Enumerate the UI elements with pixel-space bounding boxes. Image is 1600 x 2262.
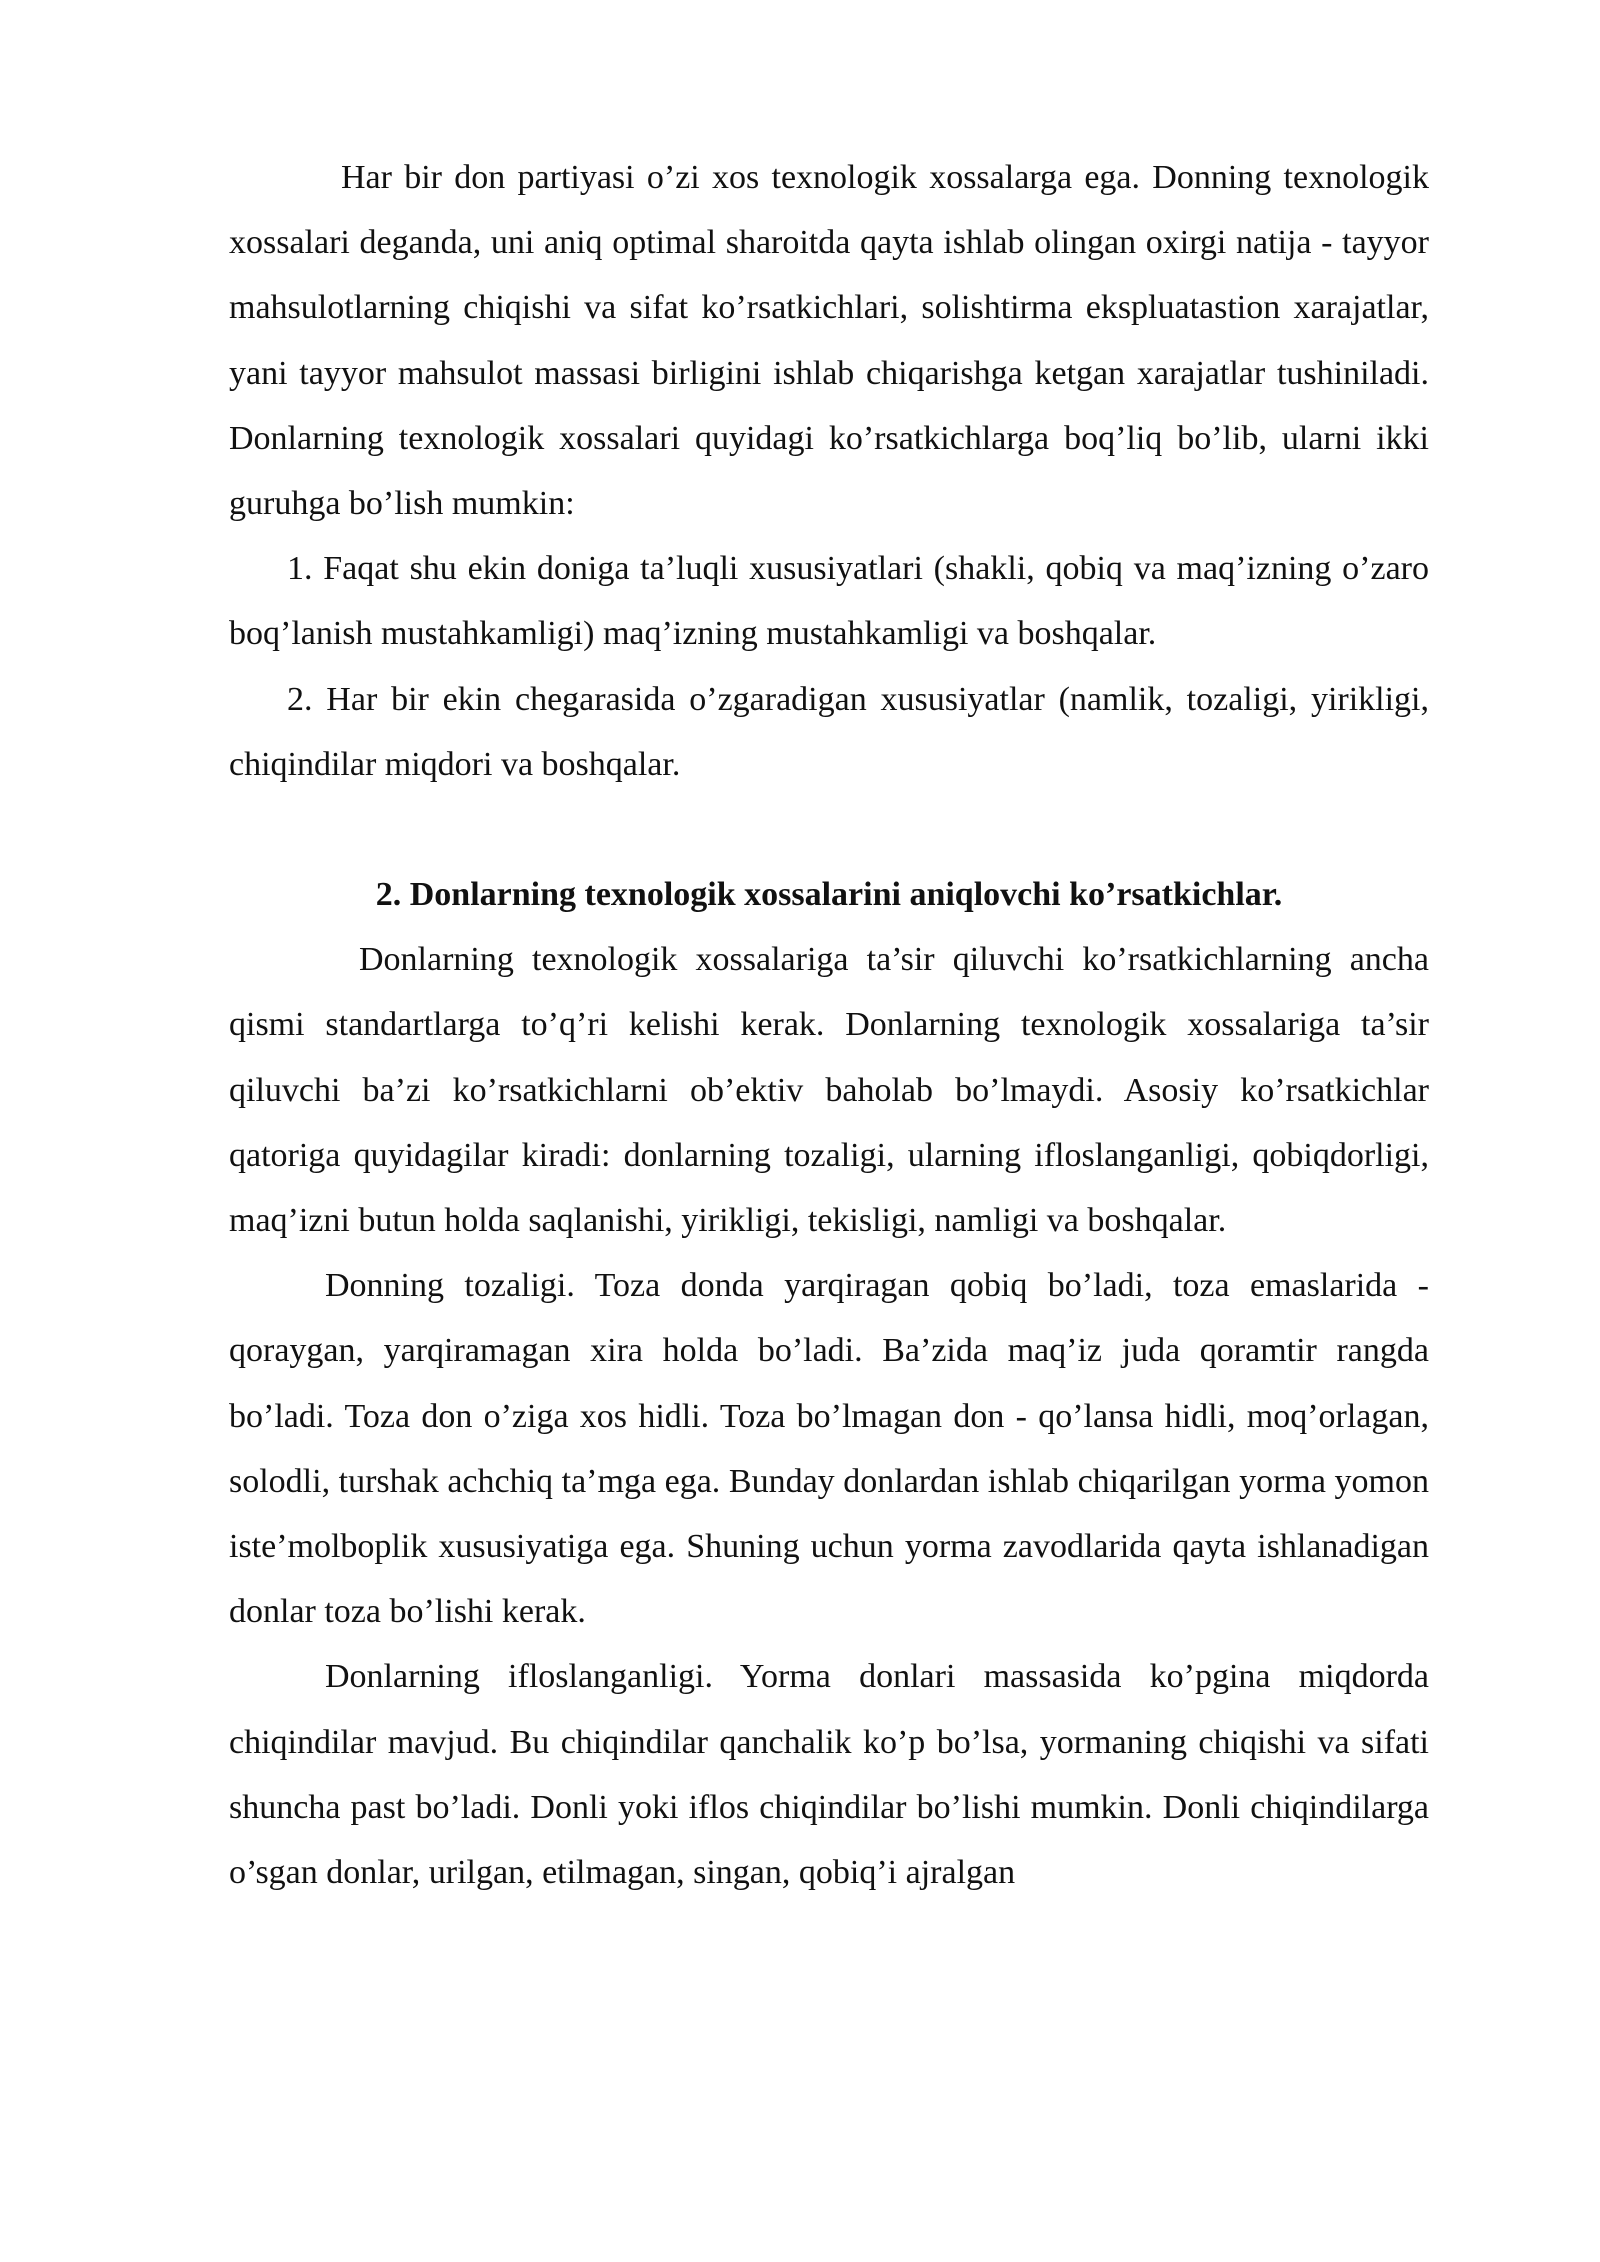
paragraph-indicators: Donlarning texnologik xossalariga ta’sir qiluvchi ko’rsatkichlarning ancha qismi standartlarga to’q’ri kelishi kerak. Donlarning texnologik xossalariga ta’sir qiluvchi ba’zi ko’rsatkichlarni ob’ektiv baholab bo’lmaydi. Asosiy ko’rsatkichlar qatoriga quyidagilar kiradi: donlarning tozaligi, ularning ifloslanganligi, qobiqdorligi, maq’izni butun holda saqlanishi, yirikligi, tekisligi, namligi va boshqalar. bbox=[229, 941, 1429, 1240]
paragraph-cleanliness: Donning tozaligi. Toza donda yarqiragan qobiq bo’ladi, toza emaslarida - qoraygan, yarqiramagan xira holda bo’ladi. Ba’zida maq’iz juda qoramtir rangda bo’ladi. Toza don o’ziga xos hidli. Toza bo’lmagan don - qo’lansa hidli, moq’orlagan, solodli, turshak achchiq ta’mga ega. Bunday donlardan ishlab chiqarilgan yorma yomon iste’molboplik xususiyatiga ega. Shuning uchun yorma zavodlarida qayta ishlanadigan donlar toza bo’lishi kerak. bbox=[229, 1267, 1429, 1631]
document-page bbox=[229, 145, 1429, 1905]
paragraph-contamination: Donlarning ifloslanganligi. Yorma donlari massasida ko’pgina miqdorda chiqindilar mavjud. Bu chiqindilar qanchalik ko’p bo’lsa, yormaning chiqishi va sifati shuncha past bo’ladi. Donli yoki iflos chiqindilar bo’lishi mumkin. Donli chiqindilarga o’sgan donlar, urilgan, etilmagan, singan, qobiq’i ajralgan bbox=[229, 1658, 1429, 1892]
list-item-1: 1. Faqat shu ekin doniga ta’luqli xususiyatlari (shakli, qobiq va maq’izning o’zaro boq’lanish mustahkamligi) maq’izning mustahkamligi va boshqalar. bbox=[229, 550, 1429, 653]
paragraph-intro: Har bir don partiyasi o’zi xos texnologik xossalarga ega. Donning texnologik xossalari deganda, uni aniq optimal sharoitda qayta ishlab olingan oxirgi natija - tayyor mahsulotlarning chiqishi va sifat ko’rsatkichlari, solishtirma ekspluatastion xarajatlar, yani tayyor mahsulot massasi birligini ishlab chiqarishga ketgan xarajatlar tushiniladi. Donlarning texnologik xossalari quyidagi ko’rsatkichlarga boq’liq bo’lib, ularni ikki guruhga bo’lish mumkin: bbox=[229, 159, 1429, 523]
list-item-2: 2. Har bir ekin chegarasida o’zgaradigan xususiyatlar (namlik, tozaligi, yirikligi, chiqindilar miqdori va boshqalar. bbox=[229, 680, 1429, 783]
spacer bbox=[229, 797, 1429, 862]
section-heading: 2. Donlarning texnologik xossalarini aniqlovchi ko’rsatkichlar. bbox=[375, 876, 1283, 914]
